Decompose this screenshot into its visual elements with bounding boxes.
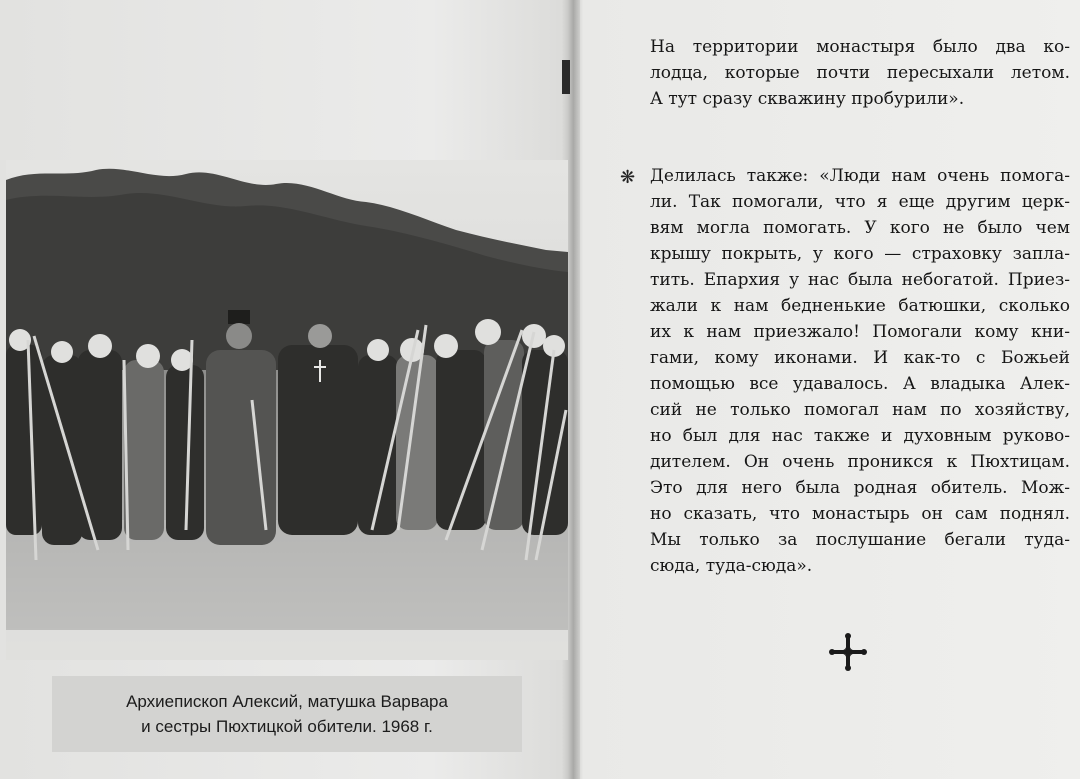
paragraph-2 (650, 163, 1070, 579)
right-page (578, 0, 1080, 779)
page-tab-marker (562, 60, 570, 94)
flower-ornament-icon: ❋ (620, 167, 636, 188)
text-line: Делилась также: «Люди нам очень помога- (650, 166, 1070, 186)
caption-line-2: и сестры Пюхтицкой обители. 1968 г. (141, 717, 433, 736)
photo-caption (52, 676, 522, 752)
cross-ornament-icon (828, 632, 868, 672)
group-photo (6, 160, 568, 660)
text-line: но был для нас также и духовным руково- (650, 426, 1070, 446)
text-line: лодца, которые почти пересыхали летом. (650, 63, 1070, 83)
caption-line-1: Архиепископ Алексий, матушка Варвара (126, 692, 448, 711)
text-line: но сказать, что монастырь он сам поднял. (650, 504, 1070, 524)
text-line: дителем. Он очень проникся к Пюхтицам. (650, 452, 1070, 472)
text-line: крышу покрыть, у кого — страховку запла- (650, 244, 1070, 264)
text-line: жали к нам бедненькие батюшки, сколько (650, 296, 1070, 316)
text-line: тить. Епархия у нас была небогатой. Приез- (650, 270, 1070, 290)
text-line: А тут сразу скважину пробурили». (650, 89, 965, 109)
text-line: гами, кому иконами. И как-то с Божьей (650, 348, 1070, 368)
text-line: Это для него была родная обитель. Мож- (650, 478, 1070, 498)
text-line: ли. Так помогали, что я еще другим церк- (650, 192, 1070, 212)
text-line: вям могла помогать. У кого не было чем (650, 218, 1070, 238)
paragraph-1 (650, 34, 1070, 112)
text-line: помощью все удавалось. А владыка Алек- (650, 374, 1070, 394)
text-line: Мы только за послушание бегали туда- (650, 530, 1070, 550)
text-line: На территории монастыря было два ко- (650, 37, 1070, 57)
text-line: сюда, туда-сюда». (650, 556, 813, 576)
text-line: их к нам приезжало! Помогали кому кни- (650, 322, 1070, 342)
text-line: сий не только помогал нам по хозяйству, (650, 400, 1070, 420)
